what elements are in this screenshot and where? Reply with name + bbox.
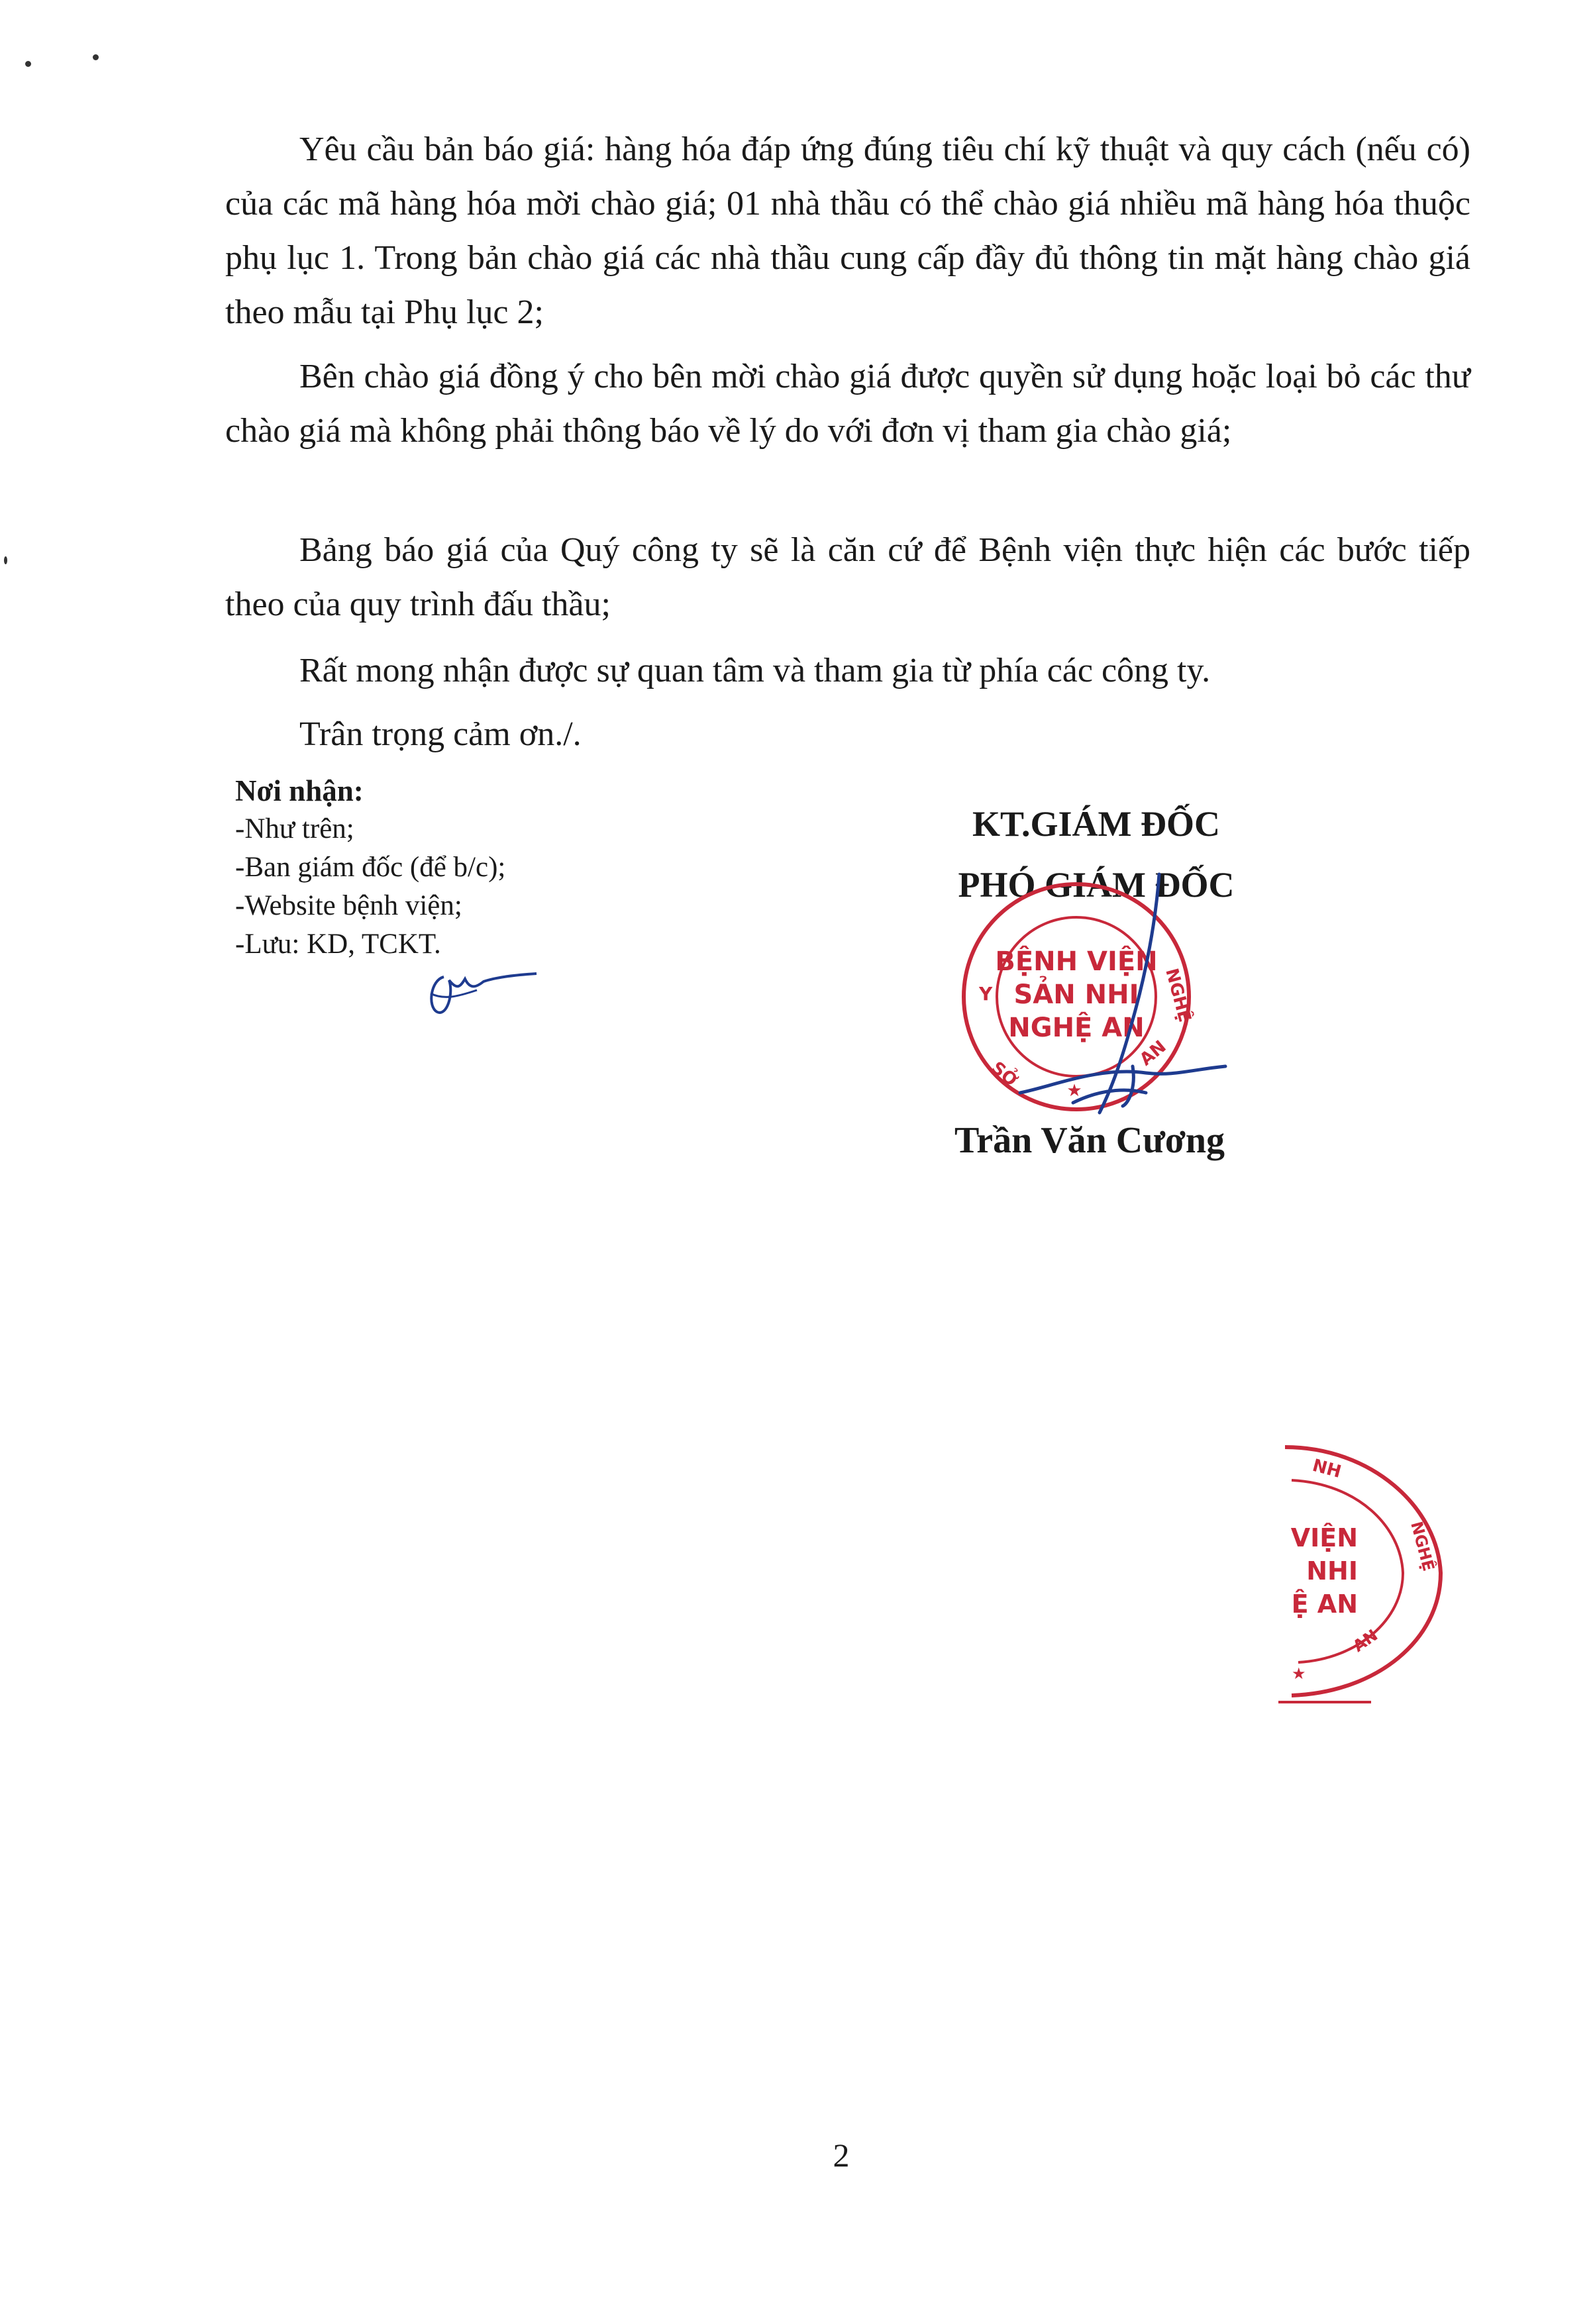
handwritten-signature (994, 868, 1245, 1133)
stamp-star: ★ (1066, 1081, 1082, 1101)
stamp-ring-left: Y (979, 983, 993, 1005)
partial-stamp (1272, 1440, 1444, 1705)
initials-mark (417, 954, 543, 1027)
paragraph-3: Bảng báo giá của Quý công ty sẽ là căn cứ để Bệnh viện thực hiện các bước tiếp theo của quy trình đấu thầu; (225, 531, 1470, 623)
signer-name: Trần Văn Cương (954, 1120, 1225, 1161)
scan-speck (25, 61, 31, 67)
paragraph-closing: Trân trọng cảm ơn./. (299, 715, 582, 753)
paragraph-2: Bên chào giá đồng ý cho bên mời chào giá được quyền sử dụng hoặc loại bỏ các thư chào giá mà không phải thông báo về lý do với đơn vị tham gia chào giá; (225, 358, 1470, 450)
signature-title-line2: PHÓ GIÁM ĐỐC (958, 865, 1235, 905)
recipients-block (235, 772, 505, 964)
recipient-item: -Lưu: KD, TCKT. (235, 929, 441, 960)
signature-title-line1: KT.GIÁM ĐỐC (972, 804, 1220, 844)
recipient-item: -Như trên; (235, 813, 354, 844)
stamp-line-1: BỆNH VIỆN (995, 946, 1158, 977)
scan-speck (4, 556, 7, 564)
partial-stamp-ring-top: NH (1310, 1455, 1344, 1483)
stamp-line-3: NGHỆ AN (1008, 1013, 1145, 1043)
paragraph-4: Rất mong nhận được sự quan tâm và tham gia từ phía các công ty. (299, 652, 1211, 689)
partial-stamp-ring-right: NGHỆ (1407, 1519, 1438, 1574)
stamp-ring-bottom-right: AN (1136, 1036, 1170, 1070)
recipient-item: -Ban giám đốc (để b/c); (235, 852, 506, 883)
page-number: 2 (833, 2137, 850, 2174)
stamp-line-2: SẢN NHI (1013, 980, 1139, 1010)
partial-stamp-line-3: Ệ AN (1291, 1590, 1358, 1619)
partial-stamp-line-2: NHI (1306, 1556, 1358, 1586)
paragraph-1: Yêu cầu bản báo giá: hàng hóa đáp ứng đúng tiêu chí kỹ thuật và quy cách (nếu có) của các mã hàng hóa mời chào giá; 01 nhà thầu có thể chào giá nhiều mã hàng hóa thuộc phụ lục 1. Trong bản chào giá các nhà thầu cung cấp đầy đủ thông tin mặt hàng chào giá theo mẫu tại Phụ lục 2; (225, 130, 1470, 331)
stamp-ring-right: NGHỆ (1161, 966, 1195, 1025)
stamp-ring-bottom-left: SỞ (987, 1058, 1021, 1091)
recipient-item: -Website bệnh viện; (235, 890, 462, 921)
recipients-title: Nơi nhận: (235, 774, 364, 807)
partial-stamp-line-1: VIỆN (1290, 1523, 1358, 1552)
partial-stamp-ring-bottom: AN (1349, 1625, 1382, 1656)
partial-stamp-star: ★ (1292, 1664, 1306, 1683)
scan-speck (93, 54, 99, 60)
